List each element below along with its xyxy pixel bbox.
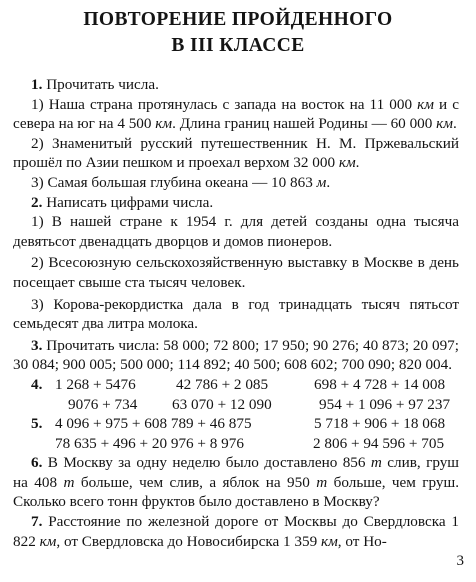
text-run: . [355, 154, 360, 172]
text-run: и с севера на юг на 4 500 [13, 95, 459, 133]
exercise-2-item-3: 3) Корова-рекордистка дала в год тринадцать тысяч пятьсот семьдесят два литра молока. [13, 295, 459, 333]
exercise-6-number: 6. [31, 454, 43, 472]
exercise-2-number: 2. [31, 193, 43, 211]
expression: 1 268 + 5476 [55, 375, 136, 393]
exercise-3-number: 3. [31, 336, 43, 354]
unit: т [316, 473, 328, 491]
text-run: 2) Знаменитый русский путешественник Н. М. Пржевальский прошёл по Азии пешком и проехал верхом 32 000 [13, 134, 459, 172]
text-run: слив, груш на 408 [13, 454, 460, 491]
exercise-5-number: 5. [31, 415, 43, 433]
expression: 2 806 + 94 596 + 705 [313, 434, 445, 452]
exercise-3 [13, 336, 459, 375]
exercise-7 [13, 512, 459, 551]
exercise-2-header [13, 193, 459, 213]
exercise-6 [13, 453, 459, 512]
exercises-body [13, 75, 459, 551]
text-run: , от Но- [337, 532, 387, 550]
expression: 78 635 + 496 + 20 976 + 8 976 [55, 434, 244, 452]
exercise-1-header [13, 75, 459, 95]
unit: т [370, 454, 382, 472]
exercise-2-title: Написать цифрами числа. [42, 193, 214, 211]
unit: км [155, 115, 173, 133]
text-run: , от Свердловска до Новосибирска 1 359 [56, 532, 321, 550]
expression: 63 070 + 12 090 [172, 395, 272, 413]
unit: т [63, 473, 75, 491]
unit: км [320, 532, 338, 550]
page-heading-line-1: ПОВТОРЕНИЕ ПРОЙДЕННОГО [83, 9, 393, 30]
exercise-1-title: Прочитать числа. [42, 76, 159, 93]
unit: км [436, 115, 453, 133]
text-run: . Длина границ нашей Родины — 60 000 [172, 115, 437, 133]
text-run: 3) Самая большая глубина океана — 10 863 [31, 173, 317, 191]
text-run: 1) Наша страна протянулась с запада на восток на 11 000 [31, 95, 418, 113]
text-run: больше, чем слив, а яблок на 950 [74, 473, 317, 491]
expression: 5 718 + 906 + 18 068 [314, 415, 446, 433]
unit: м [316, 173, 327, 191]
exercise-5-row-1 [13, 414, 459, 434]
exercise-2-item-1: 1) В нашей стране к 1954 г. для детей созданы одна тысяча девятьсот двенадцать дворцов и домов пионеров. [13, 213, 459, 250]
expression: 4 096 + 975 + 608 789 + 46 875 [55, 415, 252, 433]
expression: 954 + 1 096 + 97 237 [319, 395, 451, 413]
exercise-4-row-1 [13, 375, 459, 395]
text-run: В Москву за одну неделю было доставлено 856 [42, 454, 371, 472]
exercise-4-number: 4. [31, 375, 43, 393]
exercise-5-row-2 [13, 434, 459, 454]
exercise-4-row-2 [13, 395, 459, 415]
text-run: . [326, 173, 331, 191]
expression: 9076 + 734 [68, 395, 138, 413]
unit: км [417, 95, 434, 113]
exercise-2-item-2: 2) Всесоюзную сельскохозяйственную выставку в Москве в день посещает свыше ста тысяч человек. [13, 254, 459, 291]
text-run: Расстояние по железной дороге от Москвы до Свердловска 1 822 [13, 513, 459, 550]
exercise-1-item-1 [13, 95, 459, 134]
exercise-1-number: 1. [31, 76, 43, 93]
exercise-1-item-3 [13, 173, 459, 193]
exercise-3-text: Прочитать числа: 58 000; 72 800; 17 950; 90 276; 40 873; 20 097; 30 084; 900 005; 500 000; 114 892; 40 500; 608 602; 700 090; 820 004. [13, 336, 459, 374]
exercise-1-item-2 [13, 134, 459, 173]
text-run: . [452, 115, 457, 133]
unit: км [39, 532, 57, 550]
page-heading-line-2: В III КЛАССЕ [171, 35, 305, 56]
page-number: 3 [456, 553, 464, 569]
unit: км [338, 154, 356, 172]
exercise-7-number: 7. [31, 513, 43, 531]
expression: 698 + 4 728 + 14 008 [314, 375, 446, 393]
expression: 42 786 + 2 085 [176, 375, 269, 393]
text-run: больше, чем груш. Сколько всего тонн фруктов было доставлено в Москву? [13, 473, 459, 511]
